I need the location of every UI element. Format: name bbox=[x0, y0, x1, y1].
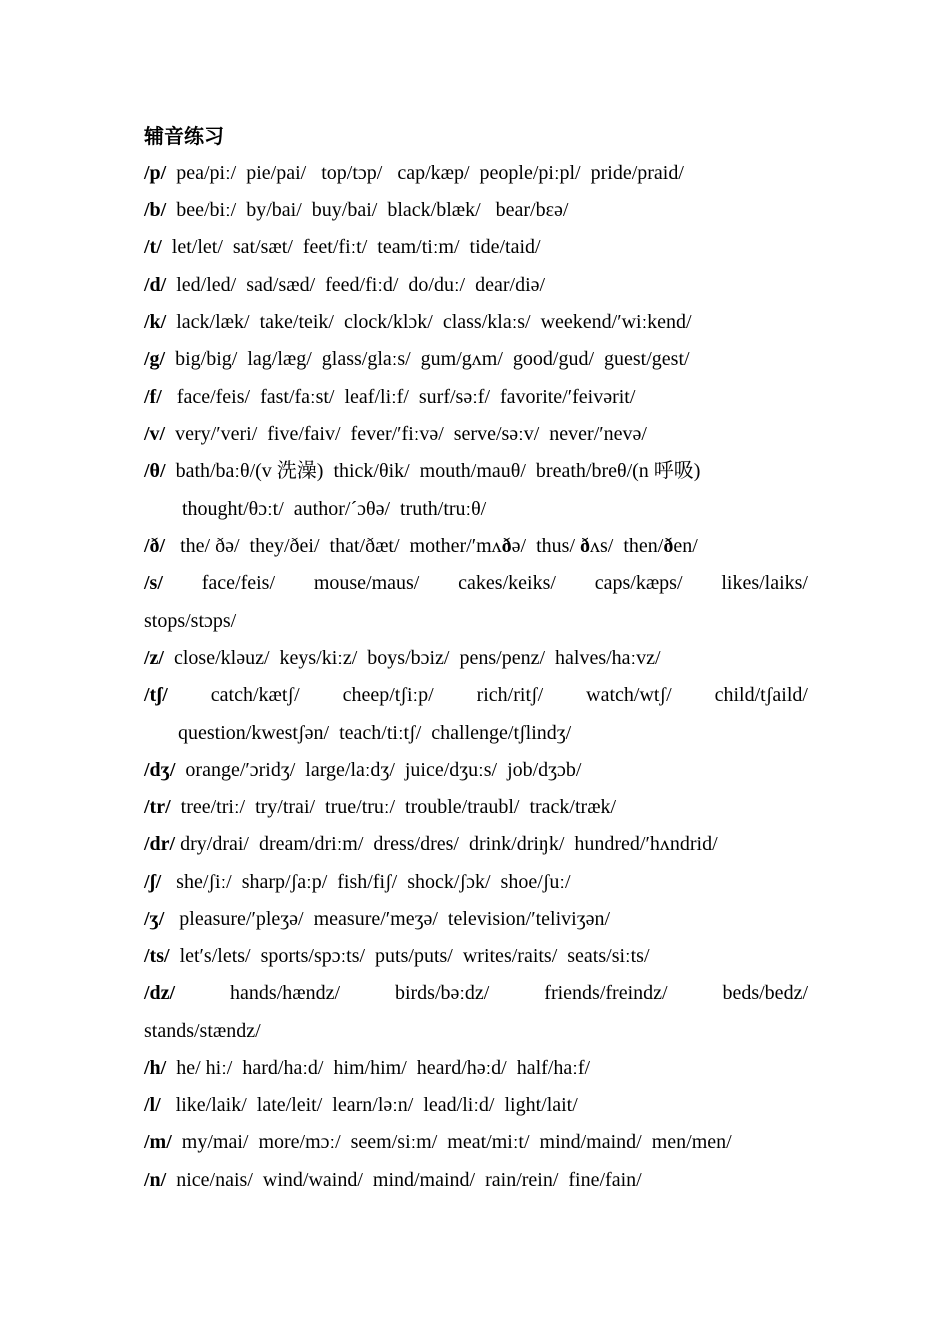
phoneme-symbol: /s/ bbox=[144, 572, 163, 594]
row-zh bbox=[144, 907, 808, 931]
row-m bbox=[144, 1130, 808, 1154]
phoneme-symbol: /n/ bbox=[144, 1169, 167, 1191]
phoneme-symbol: /ʃ/ bbox=[144, 871, 162, 893]
example-word: caps/kæps/ bbox=[594, 572, 683, 594]
phoneme-symbol: /l/ bbox=[144, 1094, 161, 1116]
examples: nice/nais/ wind/waind/ mind/maind/ rain/rein/ fine/fain/ bbox=[166, 1169, 642, 1191]
bold-letter: ð bbox=[663, 535, 674, 557]
phoneme-symbol: /d/ bbox=[144, 274, 167, 296]
examples: dry/drai/ dream/driːm/ dress/dres/ drink/driŋk/ hundred/′hʌndrid/ bbox=[175, 833, 718, 855]
examples: pea/piː/ pie/pai/ top/tɔp/ cap/kæp/ people/piːpl/ pride/praid/ bbox=[166, 162, 684, 184]
examples: orange/′ɔridʒ/ large/laːdʒ/ juice/dʒuːs/ job/dʒɔb/ bbox=[175, 759, 582, 781]
examples: face/feis/ fast/faːst/ leaf/liːf/ surf/səːf/ favorite/′feivərit/ bbox=[161, 386, 636, 408]
examples: she/ʃiː/ sharp/ʃaːp/ fish/fiʃ/ shock/ʃɔk/ shoe/ʃuː/ bbox=[161, 871, 571, 893]
examples: big/big/ lag/læg/ glass/glaːs/ gum/gʌm/ good/gud/ guest/gest/ bbox=[165, 348, 690, 370]
examples: bee/biː/ by/bai/ buy/bai/ black/blæk/ bear/bɛə/ bbox=[166, 199, 569, 221]
page-title: 辅音练习 bbox=[144, 124, 224, 148]
examples: let/let/ sat/sæt/ feet/fiːt/ team/tiːm/ tide/taid/ bbox=[161, 236, 541, 258]
examples: thought/θɔːt/ author/´ɔθə/ truth/truːθ/ bbox=[182, 498, 487, 520]
row-z bbox=[144, 646, 808, 670]
row-h bbox=[144, 1056, 808, 1080]
row-p bbox=[144, 161, 808, 185]
row-eth bbox=[144, 534, 808, 558]
row-tsh-continued bbox=[178, 721, 842, 745]
example-word: rich/ritʃ/ bbox=[476, 684, 544, 706]
phoneme-symbol: /t/ bbox=[144, 236, 162, 258]
phoneme-symbol: /h/ bbox=[144, 1057, 167, 1079]
phoneme-symbol: /p/ bbox=[144, 162, 167, 184]
row-tr bbox=[144, 795, 808, 819]
example-word: friends/freindz/ bbox=[544, 982, 668, 1004]
examples: ʌs/ then/ bbox=[590, 535, 664, 557]
phoneme-symbol: /m/ bbox=[144, 1131, 172, 1153]
row-sh bbox=[144, 870, 808, 894]
phoneme-symbol: /dʒ/ bbox=[144, 759, 176, 781]
row-f bbox=[144, 385, 808, 409]
example-word: cheep/tʃiːp/ bbox=[342, 684, 434, 706]
examples: let′s/lets/ sports/spɔːts/ puts/puts/ writes/raits/ seats/siːts/ bbox=[169, 945, 650, 967]
bold-letter: ð bbox=[580, 535, 591, 557]
example-word: mouse/maus/ bbox=[313, 572, 420, 594]
row-s bbox=[144, 571, 808, 595]
row-dz bbox=[144, 981, 808, 1005]
examples: bath/baːθ/(v 洗澡) thick/θik/ mouth/mauθ/ breath/breθ/(n 呼吸) bbox=[165, 460, 701, 482]
examples: he/ hiː/ hard/haːd/ him/him/ heard/həːd/ half/haːf/ bbox=[166, 1057, 591, 1079]
examples: stands/stændz/ bbox=[144, 1020, 261, 1042]
examples: ə/ thus/ bbox=[511, 535, 581, 557]
phoneme-symbol: /b/ bbox=[144, 199, 167, 221]
phoneme-symbol: /dz/ bbox=[144, 982, 176, 1004]
phoneme-symbol: /f/ bbox=[144, 386, 162, 408]
examples: very/′veri/ five/faiv/ fever/′fiːvə/ serve/səːv/ never/′nevə/ bbox=[165, 423, 647, 445]
example-word: catch/kætʃ/ bbox=[210, 684, 300, 706]
example-word: child/tʃaild/ bbox=[714, 684, 808, 706]
examples: tree/triː/ try/trai/ true/truː/ trouble/traubl/ track/træk/ bbox=[170, 796, 617, 818]
examples: close/kləuz/ keys/kiːz/ boys/bɔiz/ pens/penz/ halves/haːvz/ bbox=[164, 647, 661, 669]
row-tsh bbox=[144, 683, 808, 707]
row-d bbox=[144, 273, 808, 297]
example-word: face/feis/ bbox=[201, 572, 275, 594]
examples: stops/stɔps/ bbox=[144, 610, 237, 632]
row-v bbox=[144, 422, 808, 446]
row-dr bbox=[144, 832, 808, 856]
phoneme-symbol: /θ/ bbox=[144, 460, 166, 482]
phoneme-symbol: /k/ bbox=[144, 311, 167, 333]
example-word: cakes/keiks/ bbox=[458, 572, 556, 594]
row-theta-continued bbox=[182, 497, 846, 521]
phoneme-symbol: /ð/ bbox=[144, 535, 166, 557]
example-word: birds/bəːdz/ bbox=[394, 982, 490, 1004]
bold-letter: ð bbox=[501, 535, 512, 557]
row-ts bbox=[144, 944, 808, 968]
examples: like/laik/ late/leit/ learn/ləːn/ lead/liːd/ light/lait/ bbox=[160, 1094, 578, 1116]
row-n bbox=[144, 1168, 808, 1192]
example-word: beds/bedz/ bbox=[722, 982, 808, 1004]
examples: en/ bbox=[673, 535, 698, 557]
example-word: watch/wtʃ/ bbox=[586, 684, 672, 706]
row-l bbox=[144, 1093, 808, 1117]
examples: my/mai/ more/mɔː/ seem/siːm/ meat/miːt/ mind/maind/ men/men/ bbox=[171, 1131, 732, 1153]
phoneme-symbol: /dr/ bbox=[144, 833, 176, 855]
phoneme-symbol: /tr/ bbox=[144, 796, 171, 818]
phoneme-symbol: /tʃ/ bbox=[144, 684, 168, 706]
phoneme-symbol: /ts/ bbox=[144, 945, 170, 967]
row-dzh bbox=[144, 758, 808, 782]
examples: led/led/ sad/sæd/ feed/fiːd/ do/duː/ dear/diə/ bbox=[166, 274, 546, 296]
row-b bbox=[144, 198, 808, 222]
examples: question/kwestʃən/ teach/tiːtʃ/ challenge/tʃlindʒ/ bbox=[178, 722, 572, 744]
row-s-continued bbox=[144, 609, 808, 633]
phoneme-symbol: /g/ bbox=[144, 348, 166, 370]
examples: pleasure/′pleʒə/ measure/′meʒə/ television/′teliviʒən/ bbox=[164, 908, 611, 930]
examples: the/ ðə/ they/ðei/ that/ðæt/ mother/′mʌ bbox=[165, 535, 502, 557]
row-t bbox=[144, 235, 808, 259]
row-g bbox=[144, 347, 808, 371]
example-word: hands/hændz/ bbox=[230, 982, 341, 1004]
row-theta bbox=[144, 459, 808, 483]
phoneme-symbol: /z/ bbox=[144, 647, 164, 669]
phoneme-symbol: /v/ bbox=[144, 423, 166, 445]
examples: lack/læk/ take/teik/ clock/klɔk/ class/klaːs/ weekend/′wiːkend/ bbox=[166, 311, 692, 333]
phoneme-symbol: /ʒ/ bbox=[144, 908, 165, 930]
row-dz-continued bbox=[144, 1019, 808, 1043]
example-word: likes/laiks/ bbox=[721, 572, 808, 594]
row-k bbox=[144, 310, 808, 334]
